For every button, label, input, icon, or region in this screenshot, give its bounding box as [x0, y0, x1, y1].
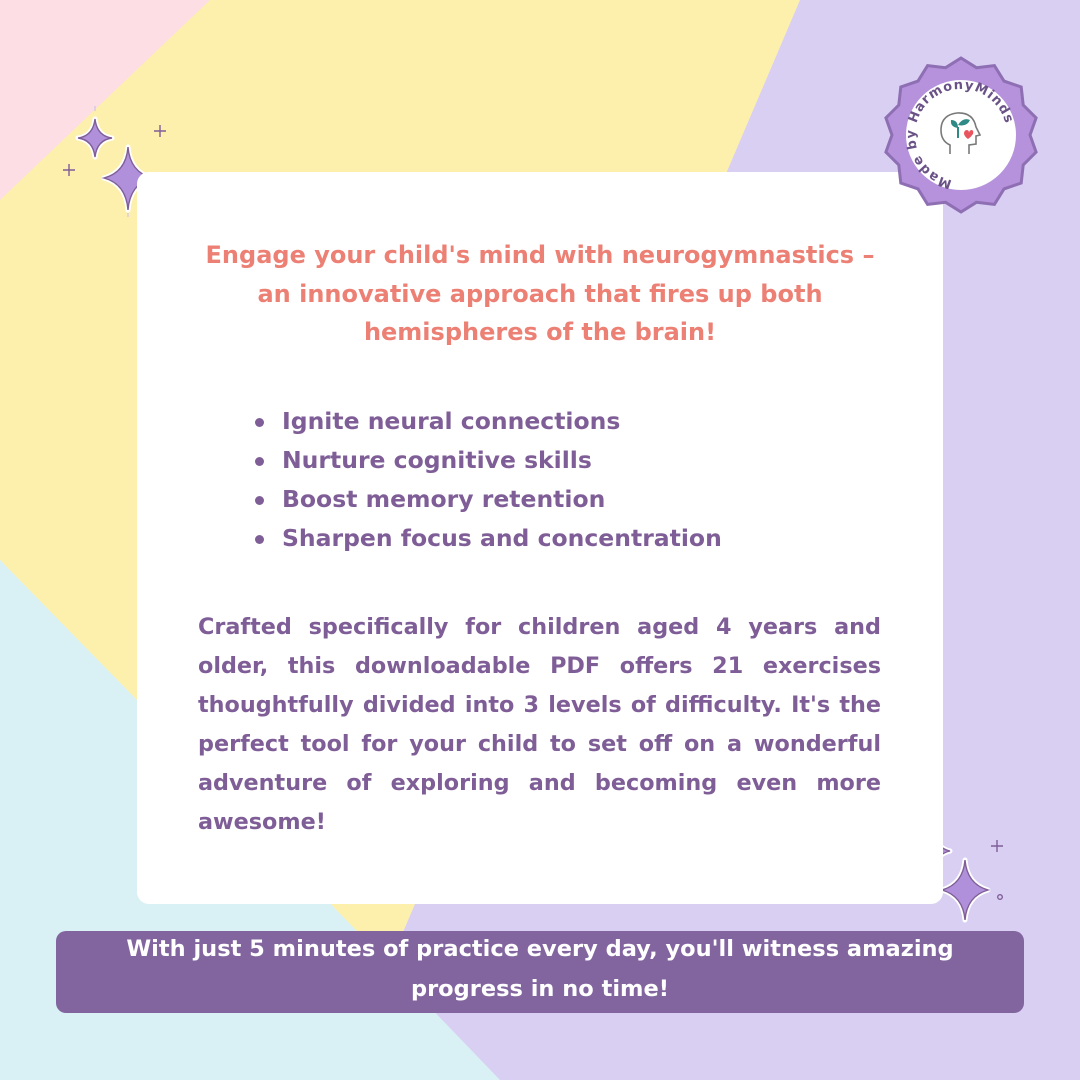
- benefit-text: Ignite neural connections: [282, 407, 621, 435]
- bullet-dot-icon: [255, 457, 264, 466]
- badge-text: Made by HarmonyMinds: [903, 77, 1017, 192]
- footer-banner-text: With just 5 minutes of practice every day, you'll witness amazing progress in no time!: [126, 936, 954, 1002]
- benefit-item: [255, 441, 722, 480]
- bullet-dot-icon: [255, 535, 264, 544]
- benefit-text: Nurture cognitive skills: [282, 446, 592, 474]
- bullet-dot-icon: [255, 418, 264, 427]
- benefit-item: [255, 402, 722, 441]
- benefit-item: [255, 480, 722, 519]
- harmonyminds-badge: [881, 55, 1041, 215]
- description-paragraph: Crafted specifically for children aged 4 years and older, this downloadable PDF offers 21 exercises thoughtfully divided into 3 levels of difficulty. It's the perfect tool for your child to set off on a wonderful adventure of exploring and becoming even more awesome!: [198, 614, 881, 835]
- benefit-item: [255, 519, 722, 558]
- benefits-list: [255, 402, 722, 558]
- benefit-text: Boost memory retention: [282, 485, 606, 513]
- headline: Engage your child's mind with neurogymnastics – an innovative approach that fires up both hemispheres of the brain!: [205, 241, 875, 346]
- benefit-text: Sharpen focus and concentration: [282, 524, 722, 552]
- bullet-dot-icon: [255, 496, 264, 505]
